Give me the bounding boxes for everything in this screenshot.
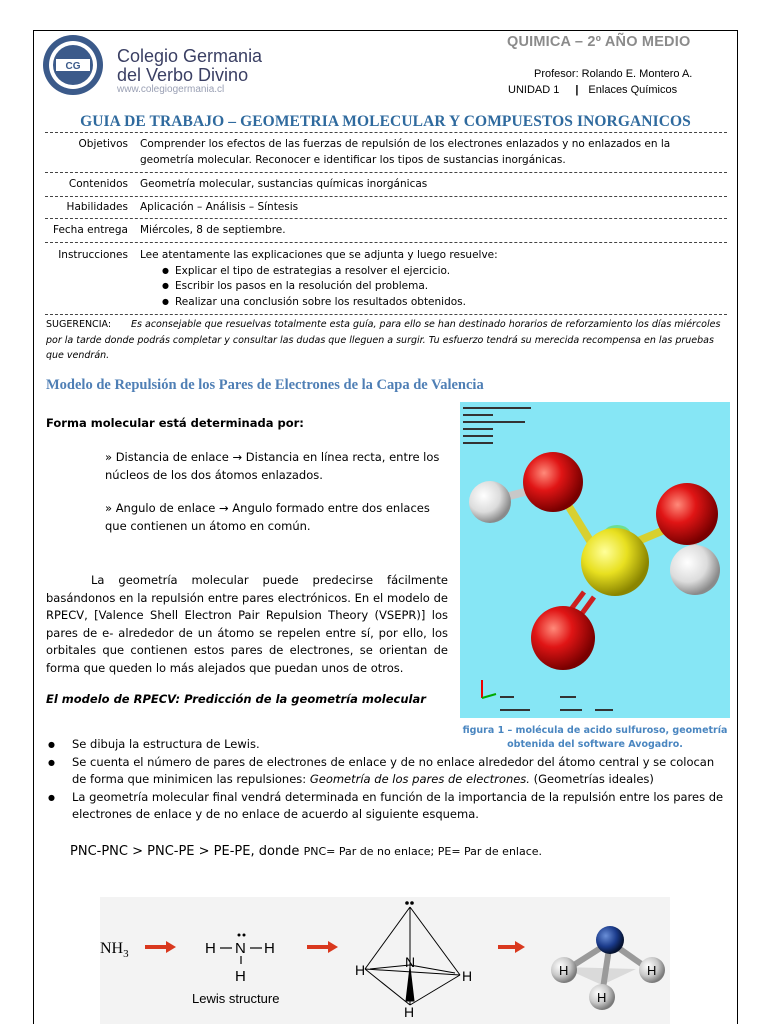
list-item: ● La geometría molecular final vendrá determinada en función de la importancia de la repulsión entre los pares de electrones de enlace y de no enlace de acuerdo al siguiente esquema. [46, 789, 726, 824]
item-angulo: » Angulo de enlace → Angulo formado entre dos enlaces que contienen un átomo en común. [105, 501, 430, 533]
arrow-icon [145, 941, 176, 953]
svg-text:H: H [597, 990, 607, 1005]
fecha-label: Fecha entrega [52, 224, 128, 236]
tetrahedral-labels [355, 954, 472, 1020]
objetivos-label: Objetivos [78, 138, 128, 150]
ammonia-model [551, 926, 665, 1010]
suggestion [46, 317, 726, 364]
instrucciones-label: Instrucciones [58, 249, 128, 261]
list-item: ● Realizar una conclusión sobre los resultados obtenidos. [162, 295, 725, 311]
habilidades-value: Aplicación – Análisis – Síntesis [140, 201, 299, 213]
objetivos-value: Comprender los efectos de las fuerzas de repulsión de los electrones enlazados y no enlazados en la geometría molecular. Reconocer e identificar los tipos de sustancias inorgánicas. [140, 138, 671, 166]
figure-caption: figura 1 – molécula de acido sulfuroso, geometría obtenida del software Avogadro. [462, 725, 728, 750]
lewis-structure-figure [100, 897, 670, 1024]
lewis-render [100, 897, 670, 1024]
contenidos-value: Geometría molecular, sustancias químicas inorgánicas [140, 178, 428, 190]
arrow-icon [498, 941, 525, 953]
svg-text:H: H [647, 963, 657, 978]
school-url[interactable]: www.colegiogermania.cl [117, 84, 225, 95]
teacher: Profesor: Rolando E. Montero A. [534, 68, 693, 80]
model-subtitle: El modelo de RPECV: Predicción de la geometría molecular [46, 692, 426, 706]
forma-title: Forma molecular está determinada por: [46, 416, 304, 430]
svg-text:H: H [559, 963, 569, 978]
contenidos-label: Contenidos [68, 178, 128, 190]
habilidades-label: Habilidades [66, 201, 128, 213]
svg-text:N: N [405, 954, 416, 970]
suggestion-text: Es aconsejable que resuelvas totalmente esta guía, para ello se han destinado horarios de reforzamiento los días miércoles por la tarde donde podrás completar y consultar las dudas que lleguen a surgir. Tu esfuerzo tendrá su merecida recompensa en las pruebas que vendrán. [46, 319, 721, 361]
main-bullets [46, 736, 726, 824]
molecule-render [460, 402, 730, 718]
lewis-dot-structure [205, 934, 275, 986]
svg-text:H: H [205, 940, 216, 957]
repulsion-rule: PNC-PNC > PNC-PE > PE-PE, donde PNC= Par de no enlace; PE= Par de enlace. [70, 844, 543, 859]
list-item: ● Se dibuja la estructura de Lewis. [46, 736, 726, 754]
lewis-caption: Lewis structure [192, 991, 280, 1006]
divider [45, 314, 727, 315]
svg-text:H: H [462, 968, 473, 984]
molecule-figure [460, 402, 730, 718]
divider [45, 218, 727, 219]
svg-text:H: H [235, 968, 246, 985]
svg-text:H: H [404, 1004, 415, 1020]
instrucciones-list [162, 264, 725, 311]
svg-text:N: N [235, 940, 246, 957]
divider [45, 172, 727, 173]
list-item: ● Explicar el tipo de estrategias a resolver el ejercicio. [162, 264, 725, 280]
school-name: Colegio Germania del Verbo Divino [117, 46, 263, 85]
section-title: Modelo de Repulsión de los Pares de Electrones de la Capa de Valencia [46, 377, 484, 393]
arrow-icon [307, 941, 338, 953]
svg-text:CG: CG [65, 61, 81, 72]
divider [45, 132, 727, 133]
course-title: QUIMICA – 2º AÑO MEDIO [507, 34, 691, 50]
formula: $NH_3$ [100, 940, 129, 960]
divider [45, 242, 727, 243]
suggestion-label: SUGERENCIA: [46, 319, 112, 330]
unit-line: UNIDAD 1 | Enlaces Químicos [508, 84, 678, 96]
fecha-value: Miércoles, 8 de septiembre. [140, 224, 286, 236]
info-text-block [463, 407, 531, 444]
paragraph: La geometría molecular puede predecirse fácilmente basándonos en la repulsión entre pares electrónicos. En el modelo de RPECV, [Valence Shell Electron Pair Repulsion Theory (VSEPR)] los pares de e- alrededor de un átomo se repelen entre sí, por ello, los orbitales que contienen estos pares de electrones, se orientan de forma que queden lo más alejados que puedan unos de otros. [46, 573, 448, 675]
svg-text:H: H [355, 962, 366, 978]
svg-text:H: H [264, 940, 275, 957]
school-logo [42, 34, 104, 96]
list-item: ● Se cuenta el número de pares de electrones de enlace y de no enlace alrededor del átomo central y se colocan de forma que minimicen las repulsiones: Geometría de los pares de electrones. (Geometrías ideales) [46, 754, 726, 789]
item-distancia: » Distancia de enlace → Distancia en línea recta, entre los núcleos de los dos átomos enlazados. [105, 450, 440, 482]
guide-title: GUIA DE TRABAJO – GEOMETRIA MOLECULAR Y COMPUESTOS INORGANICOS [80, 113, 691, 130]
instrucciones-value: Lee atentamente las explicaciones que se adjunta y luego resuelve: ● Explicar el tipo de estrategias a resolver el ejercicio. ● Escribir los pasos en la resolución del problema. ● Realizar una conclusión sobre los resultados obtenidos. [140, 248, 725, 310]
divider [45, 196, 727, 197]
list-item: ● Escribir los pasos en la resolución del problema. [162, 279, 725, 295]
